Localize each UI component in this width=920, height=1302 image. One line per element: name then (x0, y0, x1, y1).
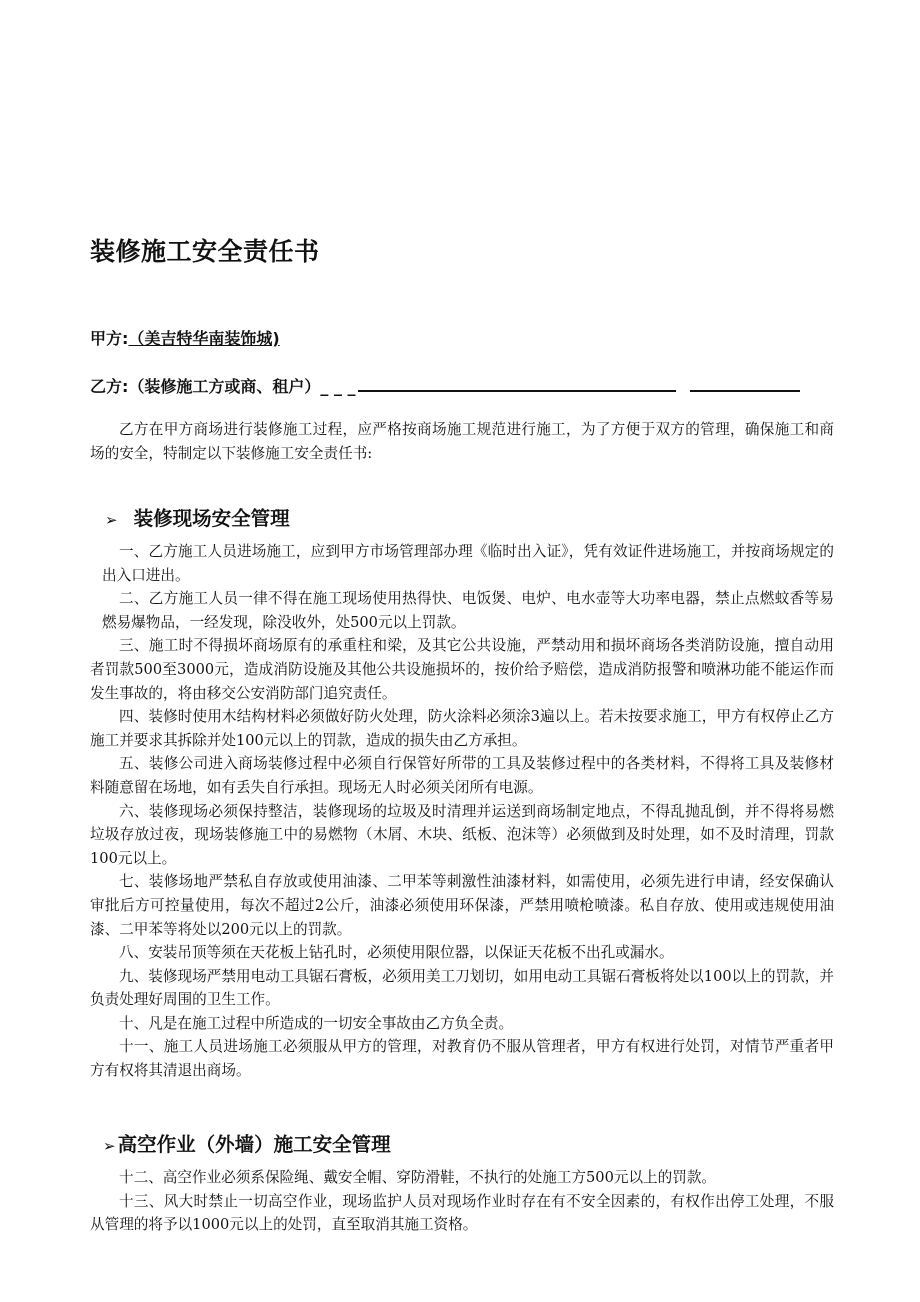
party-b-label: 乙方:（装修施工方或商、租户） (90, 377, 321, 396)
list-item: 九、装修现场严禁用电动工具锯石膏板，必须用美工刀划切，如用电动工具锯石膏板将处以100以上的罚款，并负责处理好周围的卫生工作。 (90, 967, 834, 1009)
section2-heading-text: 高空作业（外墙）施工安全管理 (117, 1133, 391, 1156)
section1-items (90, 540, 834, 1083)
list-item: 六、装修现场必须保持整洁，装修现场的垃圾及时清理并运送到商场制定地点，不得乱抛乱倒，并不得将易燃垃圾存放过夜，现场装修施工中的易燃物（木屑、木块、纸板、泡沫等）必须做到及时处理，如不及时清理，罚款100元以上。 (90, 802, 834, 867)
list-item: 十、凡是在施工过程中所造成的一切安全事故由乙方负全责。 (119, 1014, 514, 1032)
section2-items (90, 1166, 834, 1237)
list-item: 十三、风大时禁止一切高空作业，现场监护人员对现场作业时存在有不安全因素的，有权作出停工处理，不服从管理的将予以1000元以上的处罚，直至取消其施工资格。 (90, 1192, 834, 1234)
arrow-bullet-icon: ➢ (105, 511, 118, 529)
list-item: 十二、高空作业必须系保险绳、戴安全帽、穿防滑鞋，不执行的处施工方500元以上的罚款。 (119, 1169, 717, 1186)
arrow-bullet-icon: ➢ (103, 1137, 116, 1155)
party-b-blank-line (358, 376, 676, 392)
party-b-blank-prefix: _ _ _ (320, 377, 356, 396)
list-item: 三、施工时不得损坏商场原有的承重柱和梁，及其它公共设施，严禁动用和损坏商场各类消防设施，擅自动用者罚款500至3000元，造成消防设施及其他公共设施损坏的，按价给予赔偿，造成消防报警和喷淋功能不能运作而发生事故的，将由移交公安消防部门追究责任。 (90, 637, 834, 702)
list-item: 七、装修场地严禁私自存放或使用油漆、二甲苯等刺激性油漆材料，如需使用，必须先进行申请，经安保确认审批后方可控量使用，每次不超过2公斤，油漆必须使用环保漆，严禁用喷枪喷漆。私自存放、使用或违规使用油漆、二甲苯等将处以200元以上的罚款。 (90, 873, 834, 938)
party-a-label: 甲方: (90, 329, 129, 348)
list-item: 二、乙方施工人员一律不得在施工现场使用热得快、电饭煲、电炉、电水壶等大功率电器，禁止点燃蚊香等易燃易爆物品，一经发现，除没收外，处500元以上罚款。 (102, 590, 834, 631)
section2-heading (103, 1129, 391, 1157)
party-b-line (90, 374, 800, 397)
list-item: 五、装修公司进入商场装修过程中必须自行保管好所带的工具及装修过程中的各类材料，不得将工具及装修材料随意留在场地，如有丢失自行承担。现场无人时必须关闭所有电源。 (90, 755, 834, 796)
list-item: 八、安装吊顶等须在天花板上钻孔时，必须使用限位器，以保证天花板不出孔或漏水。 (119, 944, 674, 962)
party-b-blank-line-2 (690, 376, 800, 392)
intro-paragraph: 乙方在甲方商场进行装修施工过程，应严格按商场施工规范进行施工，为了方便于双方的管理，确保施工和商场的安全，特制定以下装修施工安全责任书: (90, 421, 834, 462)
party-a-line (90, 326, 280, 349)
section1-heading-text: 装修现场安全管理 (133, 507, 290, 530)
document-title: 装修施工安全责任书 (90, 237, 320, 266)
section1-heading (105, 503, 290, 531)
list-item: 四、装修时使用木结构材料必须做好防火处理，防火涂料必须涂3遍以上。若未按要求施工，甲方有权停止乙方施工并要求其拆除并处100元以上的罚款，造成的损失由乙方承担。 (90, 708, 834, 749)
list-item: 一、乙方施工人员进场施工，应到甲方市场管理部办理《临时出入证》，凭有效证件进场施工，并按商场规定的出入口进出。 (102, 543, 834, 584)
party-a-value: （美吉特华南装饰城) (128, 329, 280, 348)
list-item: 十一、施工人员进场施工必须服从甲方的管理，对教育仍不服从管理者，甲方有权进行处罚，对情节严重者甲方有权将其清退出商场。 (90, 1038, 834, 1080)
